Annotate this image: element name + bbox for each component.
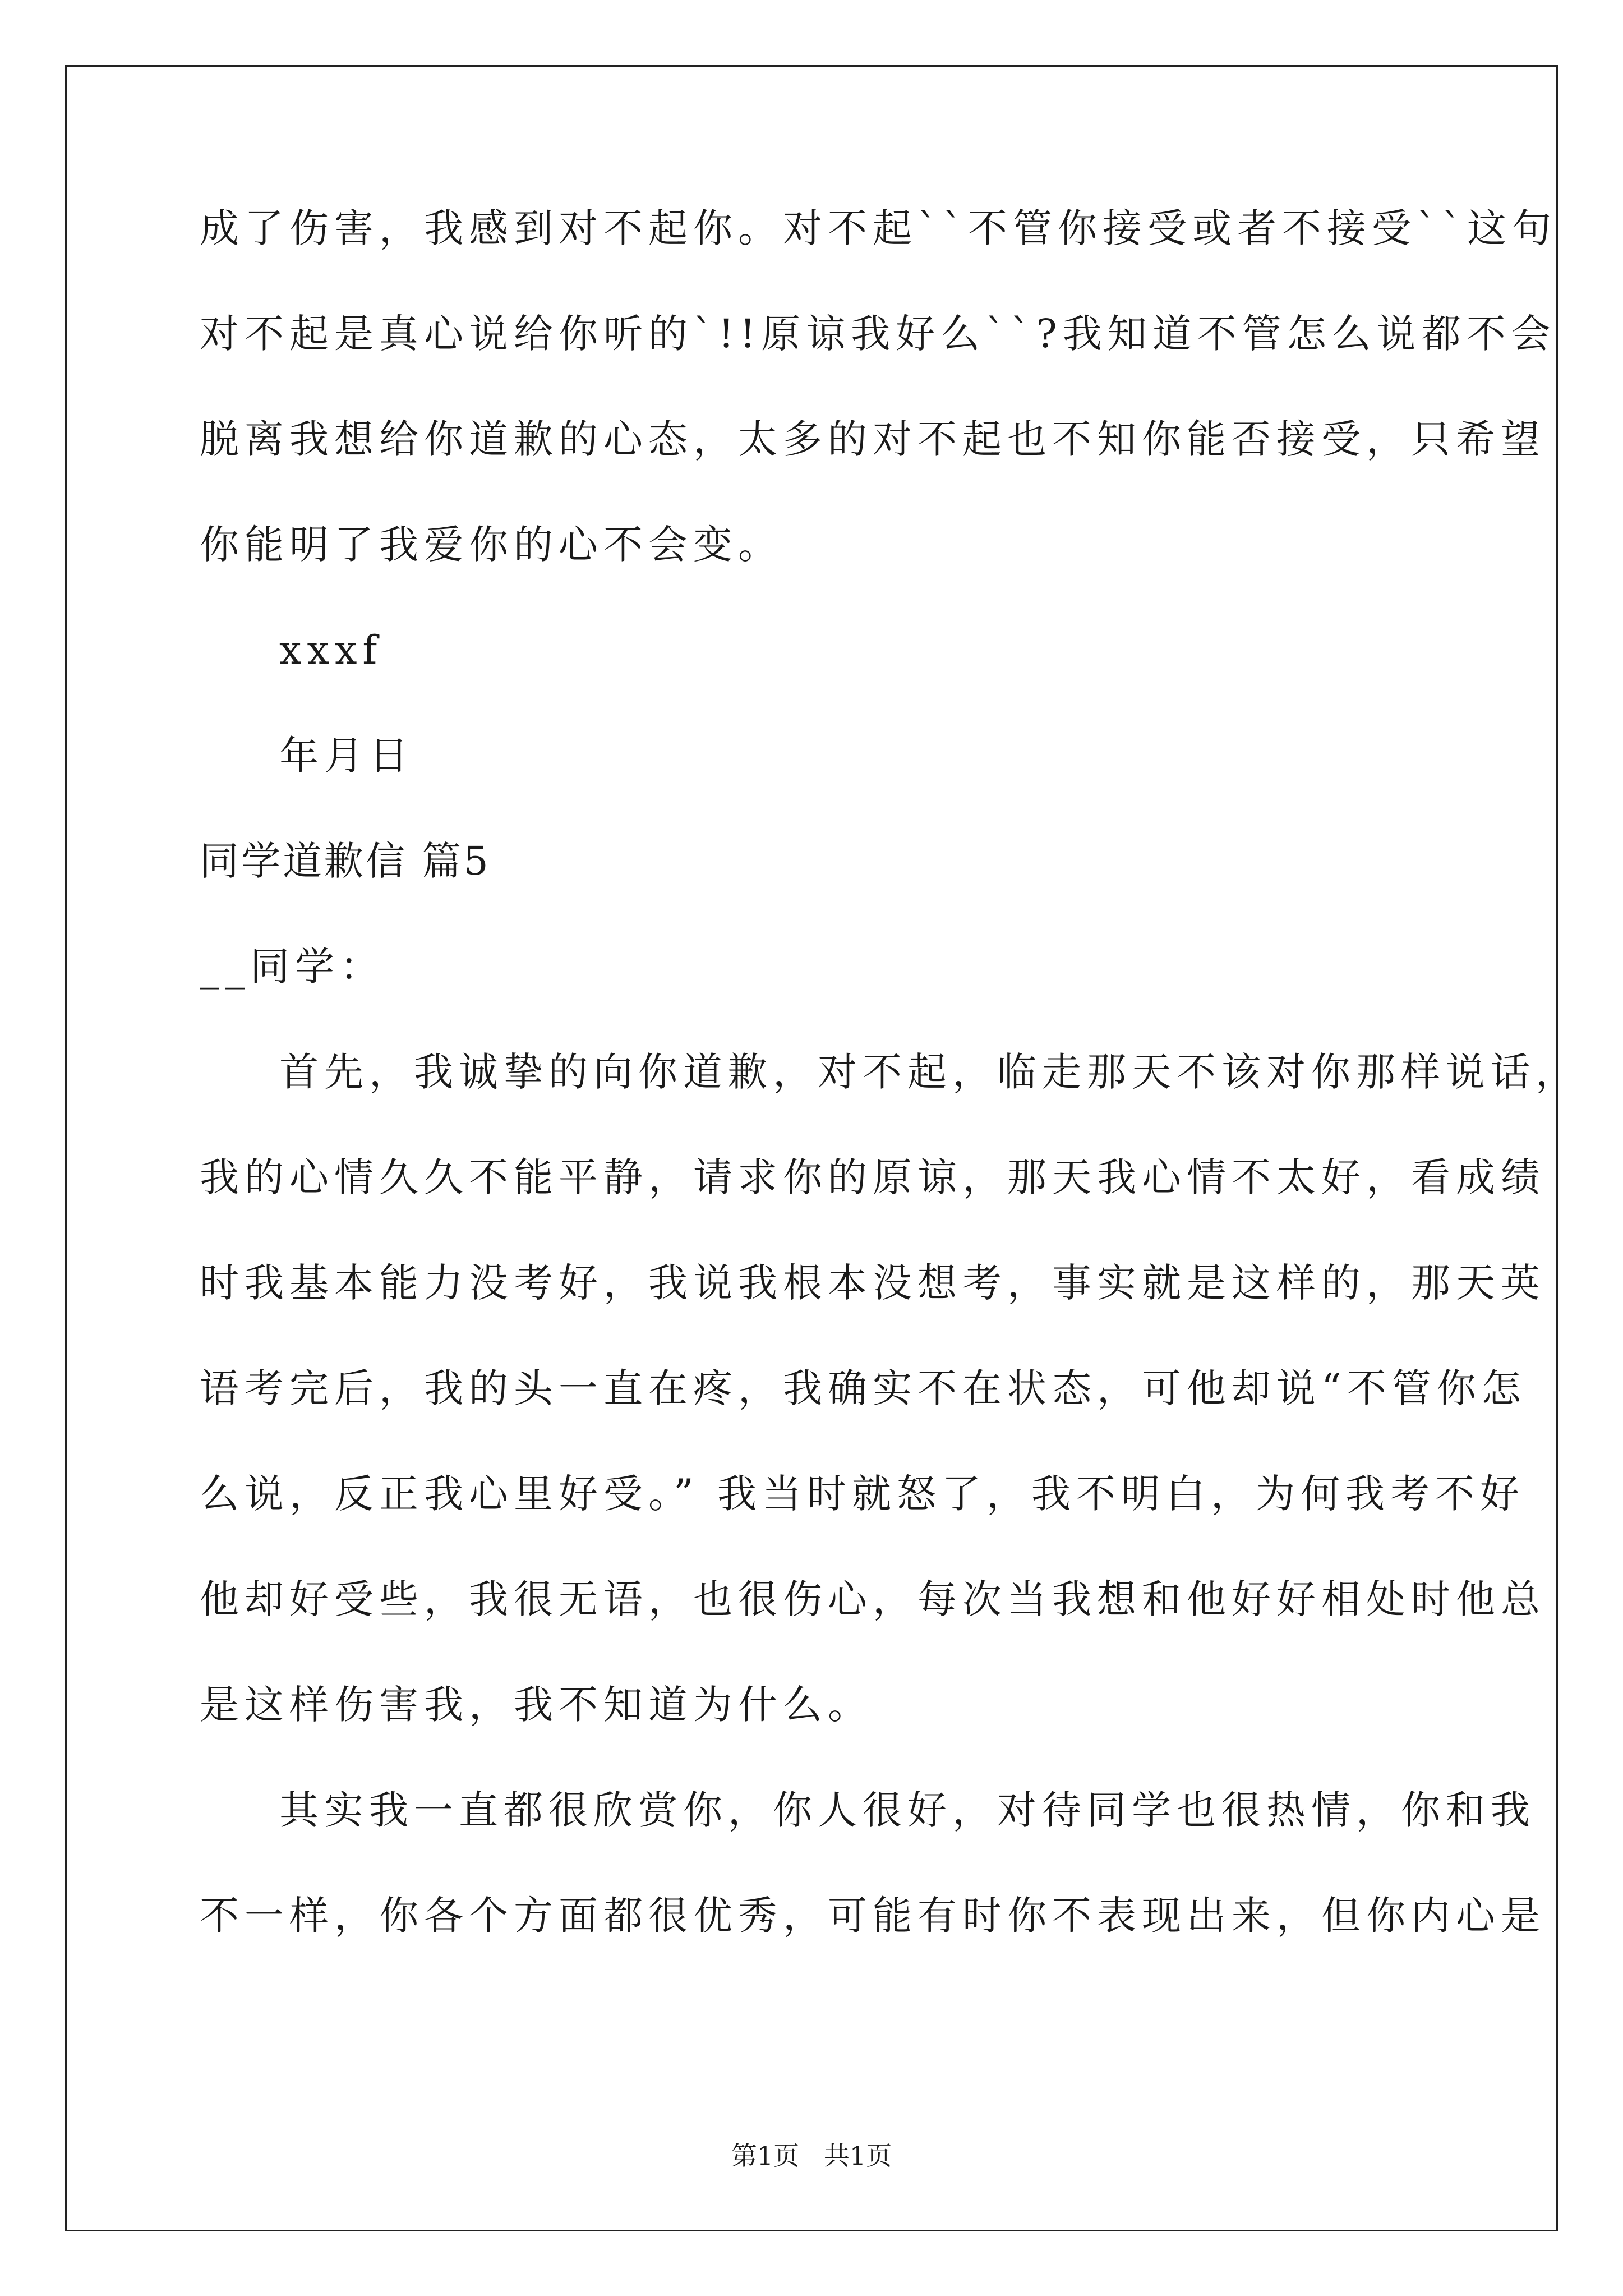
text-line-14: 他却好受些，我很无语，也很伤心，每次当我想和他好好相处时他总 <box>200 1576 1546 1622</box>
text-line-15: 是这样伤害我，我不知道为什么。 <box>200 1682 873 1728</box>
paragraph-start: 首先，我诚挚的向你道歉，对不起，临走那天不该对你那样说话， <box>279 1049 1580 1095</box>
text-line-1: 成了伤害，我感到对不起你。对不起``不管你接受或者不接受``这句 <box>200 205 1557 251</box>
signature-name: xxxf <box>279 627 383 673</box>
document-body <box>200 205 1580 2001</box>
text-line-2: 对不起是真心说给你听的`!!原谅我好么``?我知道不管怎么说都不会 <box>200 311 1556 357</box>
text-line-13: 么说，反正我心里好受。” 我当时就怒了，我不明白，为何我考不好 <box>200 1471 1525 1517</box>
text-line-10: 我的心情久久不能平静，请求你的原谅，那天我心情不太好，看成绩 <box>200 1154 1546 1200</box>
text-line-17: 不一样，你各个方面都很优秀，可能有时你不表现出来，但你内心是 <box>200 1893 1546 1939</box>
page-number-footer: 第1页 共1页 <box>731 2141 892 2171</box>
text-line-4: 你能明了我爱你的心不会变。 <box>200 522 783 568</box>
paragraph-start: 其实我一直都很欣赏你，你人很好，对待同学也很热情，你和我 <box>279 1787 1536 1833</box>
text-line-12: 语考完后，我的头一直在疼，我确实不在状态，可他却说“不管你怎 <box>200 1365 1527 1411</box>
signature-date: 年月日 <box>279 733 414 779</box>
text-line-3: 脱离我想给你道歉的心态，太多的对不起也不知你能否接受，只希望 <box>200 416 1546 462</box>
section-heading: 同学道歉信 篇5 <box>200 838 491 884</box>
text-line-11: 时我基本能力没考好，我说我根本没想考，事实就是这样的，那天英 <box>200 1260 1546 1306</box>
salutation: __同学： <box>200 944 385 990</box>
